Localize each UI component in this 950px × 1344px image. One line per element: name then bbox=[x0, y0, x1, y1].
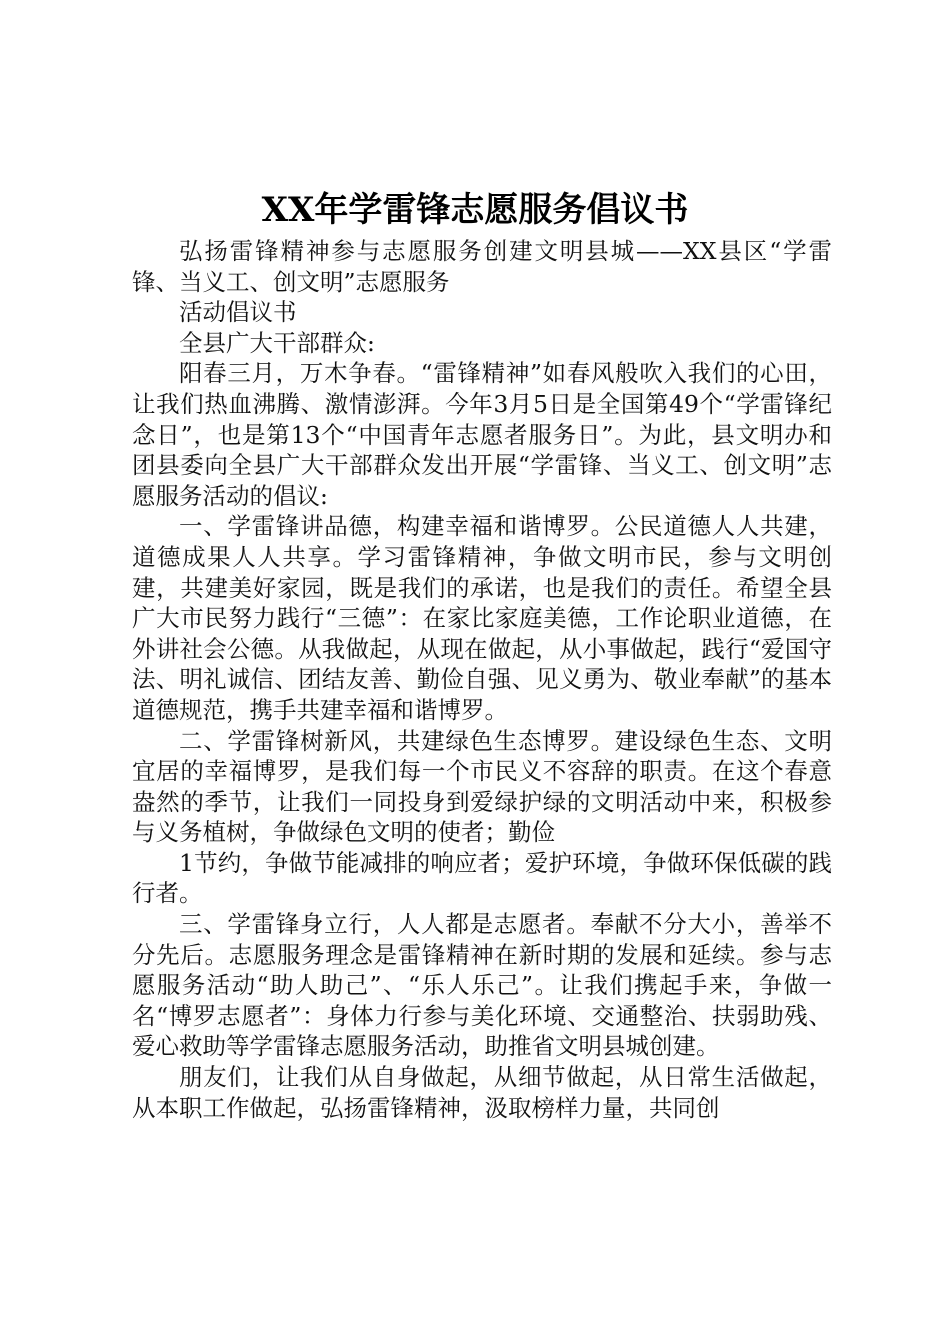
paragraph-salutation: 全县广大干部群众: bbox=[179, 328, 375, 357]
document-title: XX年学雷锋志愿服务倡议书 bbox=[261, 190, 689, 230]
paragraph-closing: 朋友们，让我们从自身做起，从细节做起，从日常生活做起，从本职工作做起，弘扬雷锋精神，汲取榜样力量，共同创 bbox=[132, 1063, 832, 1122]
paragraph-subtitle-continued: 活动倡议书 bbox=[179, 298, 297, 327]
paragraph-point-two-continued: 1节约，争做节能减排的响应者；爱护环境，争做环保低碳的践行者。 bbox=[132, 848, 832, 908]
paragraph-subtitle: 弘扬雷锋精神参与志愿服务创建文明县城——XX县区“学雷锋、当义工、创文明”志愿服务 bbox=[132, 237, 832, 296]
paragraph-point-two: 二、学雷锋树新风，共建绿色生态博罗。建设绿色生态、文明宜居的幸福博罗，是我们每一个市民义不容辞的职责。在这个春意盎然的季节，让我们一同投身到爱绿护绿的文明活动中来，积极参与义务植树，争做绿色文明的使者；勤俭 bbox=[132, 726, 832, 847]
document-body bbox=[132, 236, 832, 1123]
paragraph-point-one: 一、学雷锋讲品德，构建幸福和谐博罗。公民道德人人共建，道德成果人人共享。学习雷锋精神，争做文明市民，参与文明创建，共建美好家园，既是我们的承诺，也是我们的责任。希望全县广大市民努力践行“三德”：在家比家庭美德，工作论职业道德，在外讲社会公德。从我做起，从现在做起，从小事做起，践行“爱国守法、明礼诚信、团结友善、勤俭自强、见义勇为、敬业奉献”的基本道德规范，携手共建幸福和谐博罗。 bbox=[132, 512, 832, 724]
paragraph-intro: 阳春三月，万木争春。“雷锋精神”如春风般吹入我们的心田，让我们热血沸腾、激情澎湃。今年3月5日是全国第49个“学雷锋纪念日”，也是第13个“中国青年志愿者服务日”。为此，县文明办和团县委向全县广大干部群众发出开展“学雷锋、当义工、创文明”志愿服务活动的倡议: bbox=[132, 359, 832, 510]
paragraph-point-three: 三、学雷锋身立行，人人都是志愿者。奉献不分大小，善举不分先后。志愿服务理念是雷锋精神在新时期的发展和延续。参与志愿服务活动“助人助己”、“乐人乐己”。让我们携起手来，争做一名“博罗志愿者”：身体力行参与美化环境、交通整治、扶弱助残、爱心救助等学雷锋志愿服务活动，助推省文明县城创建。 bbox=[132, 910, 832, 1061]
